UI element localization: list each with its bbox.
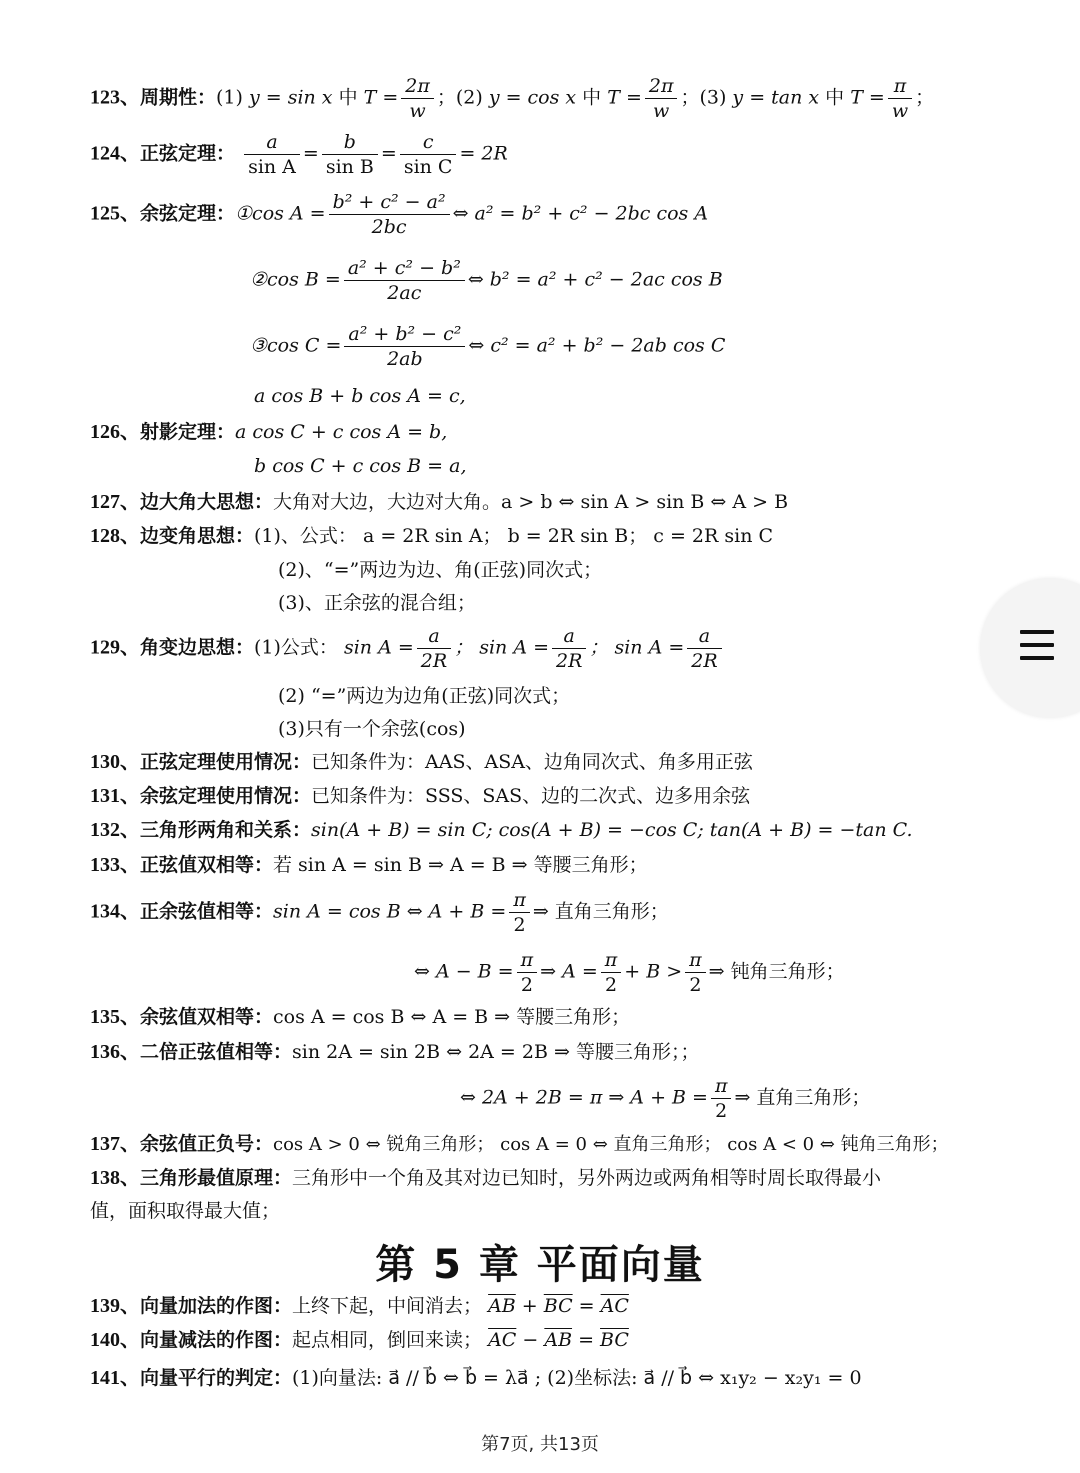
fraction: $\frac{\text{b² + c² − a²}}{2bc}$ [329,190,450,239]
fraction: $\frac{\pi}{2}$ [685,948,706,997]
item-129-line2: (2) “=”两边为边角(正弦)同次式； [278,685,571,707]
item-139: 139、向量加法的作图：上终下起，中间消去； $\overline{AB} + \overline{BC} = \overline{AC}$ [90,1295,629,1317]
fraction: $\frac{\text{a² + c² − b²}}{2ac}$ [344,256,465,305]
item-126-line3: b cos C + c cos B = a, [254,455,467,477]
item-135: 135、余弦值双相等：cos A = cos B ⇔ A = B ⇒ 等腰三角形； [90,1006,631,1028]
menu-icon[interactable] [1020,630,1054,669]
item-125: 125、余弦定理：①cos A = $\frac{\text{b² + c² − a²}}{2bc}$ ⇔ a² = b² + c² − 2bc cos A [90,191,709,238]
fraction: $\frac{\pi}{2}$ [517,948,538,997]
fraction: $\frac{\pi}{w}$ [888,74,912,123]
item-129-line3: (3)只有一个余弦(cos) [278,718,466,740]
fraction: $\frac{2\pi}{w}$ [645,74,678,123]
fraction: $\frac{c}{\text{sin C}}$ [400,130,457,179]
item-138: 138、三角形最值原理：三角形中一个角及其对边已知时，另外两边或两角相等时周长取得最小 [90,1167,882,1189]
item-129: 129、角变边思想：(1)公式： sin A = $\frac{a}{2R}$ ； sin A = $\frac{a}{2R}$ ； sin A = $\frac{a}{2R}$ [90,624,725,673]
item-126: 126、射影定理：a cos C + c cos A = b, [90,421,448,443]
chapter-title: 第 5 章 平面向量 [375,1242,705,1288]
fraction: $\frac{2\pi}{w}$ [401,74,434,123]
item-125-line2: ②cos B = $\frac{\text{a² + c² − b²}}{2ac}$ ⇔ b² = a² + c² − 2ac cos B [250,257,723,304]
item-127: 127、边大角大思想：大角对大边，大边对大角。a > b ⇔ sin A > sin B ⇔ A > B [90,491,789,513]
item-134: 134、正余弦值相等：sin A = cos B ⇔ A + B = $\frac{\pi}{2}$ ⇒ 直角三角形； [90,889,669,936]
fraction: $\frac{\pi}{2}$ [601,948,622,997]
fraction: $\frac{a}{2R}$ [417,624,451,673]
item-138-line2: 值，面积取得最大值； [90,1200,281,1222]
item-133: 133、正弦值双相等：若 sin A = sin B ⇒ A = B ⇒ 等腰三角形； [90,854,648,876]
item-132: 132、三角形两角和关系：sin(A + B) = sin C; cos(A + B) = −cos C; tan(A + B) = −tan C. [90,819,913,841]
item-131: 131、余弦定理使用情况：已知条件为：SSS、SAS、边的二次式、边多用余弦 [90,785,751,807]
fraction: $\frac{a}{\text{sin A}}$ [244,130,300,179]
item-134-line2: ⇔ A − B = $\frac{\pi}{2}$ ⇒ A = $\frac{\pi}{2}$ + B > $\frac{\pi}{2}$ ⇒ 钝角三角形； [414,949,845,996]
item-130: 130、正弦定理使用情况：已知条件为：AAS、ASA、边角同次式、角多用正弦 [90,751,753,773]
fraction: $\frac{\pi}{2}$ [711,1074,732,1123]
item-141: 141、向量平行的判定：(1)向量法: a⃗ // b⃗ ⇔ b⃗ = λa⃗ ; (2)坐标法: a⃗ // b⃗ ⇔ x₁y₂ − x₂y₁ = 0 [90,1367,862,1389]
item-125-line3: ③cos C = $\frac{\text{a² + b² − c²}}{2ab}$ ⇔ c² = a² + b² − 2ab cos C [250,323,726,370]
item-128-line2: (2)、“=”两边为边、角(正弦)同次式； [278,559,603,581]
item-128: 128、边变角思想：(1)、公式： a = 2R sin A； b = 2R sin B； c = 2R sin C [90,525,774,547]
item-136: 136、二倍正弦值相等：sin 2A = sin 2B ⇔ 2A = 2B ⇒ 等腰三角形；； [90,1041,700,1063]
page-indicator: 第7页, 共13页 [481,1434,599,1455]
fraction: $\frac{a}{2R}$ [552,624,586,673]
item-124: 124、正弦定理： $\frac{a}{\text{sin A}}$ = $\frac{b}{\text{sin B}}$ = $\frac{c}{\text{sin C}}$ = 2R [90,131,508,178]
item-136-line2: ⇔ 2A + 2B = π ⇒ A + B = $\frac{\pi}{2}$ ⇒ 直角三角形； [460,1075,871,1122]
item-137: 137、余弦值正负号：cos A > 0 ⇔ 锐角三角形； cos A = 0 ⇔ 直角三角形； cos A < 0 ⇔ 钝角三角形； [90,1133,949,1155]
item-140: 140、向量减法的作图：起点相同，倒回来读； $\overline{AC} - \overline{AB} = \overline{BC}$ [90,1329,629,1351]
item-126-line1: a cos B + b cos A = c, [254,385,466,407]
fraction: $\frac{\pi}{2}$ [509,888,530,937]
item-128-line3: (3)、正余弦的混合组； [278,592,476,614]
fraction: $\frac{b}{\text{sin B}}$ [322,130,378,179]
fraction: $\frac{\text{a² + b² − c²}}{2ab}$ [344,322,465,371]
item-123: 123、周期性：(1) y = sin x 中 T = $\frac{2\pi}{w}$ ；(2) y = cos x 中 T = $\frac{2\pi}{w}$ ；(3) y = tan x 中 T = $\frac{\pi}{w}$ ； [90,75,935,122]
fraction: $\frac{a}{2R}$ [687,624,721,673]
